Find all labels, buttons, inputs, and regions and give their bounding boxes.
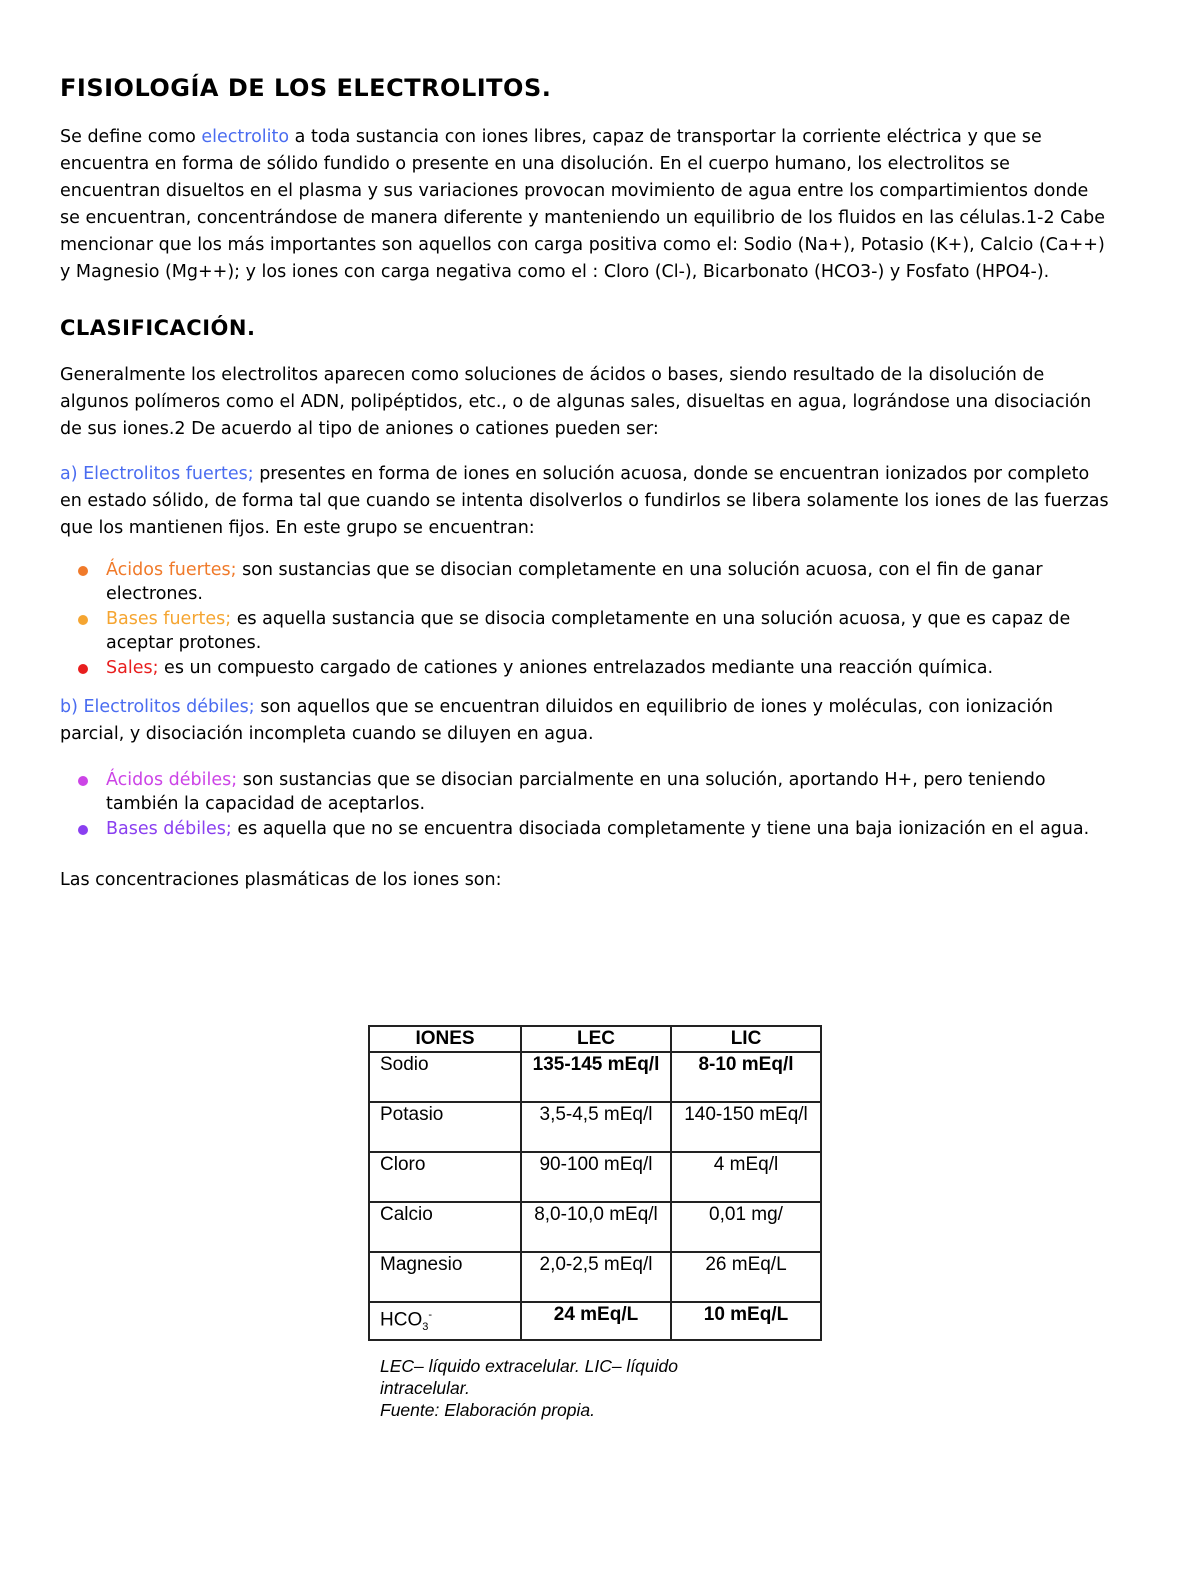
item-text: son sustancias que se disocian completamente en una solución acuosa, con el fin de ganar electrones. <box>106 560 1043 604</box>
caption-line-1: LEC– líquido extracelular. LIC– líquido intracelular. <box>380 1356 678 1398</box>
list-item <box>60 817 1112 841</box>
strong-electrolytes-paragraph <box>60 461 1112 542</box>
bullet-icon <box>78 664 88 674</box>
ion-concentration-table-wrap <box>368 1025 822 1341</box>
page-title: FISIOLOGÍA DE LOS ELECTROLITOS. <box>60 74 552 102</box>
caption-line-2: Fuente: Elaboración propia. <box>380 1400 595 1420</box>
intro-after: a toda sustancia con iones libres, capaz de transportar la corriente eléctrica y que se encuentra en forma de sólido fundido o presente en una disolución. En el cuerpo humano, los electrolitos se encuentran disueltos en el plasma y sus variaciones provocan movimiento de agua entre los compartimientos donde se encuentran, concentrándose de manera diferente y manteniendo un equilibrio de los fluidos en las células.1-2 Cabe mencionar que los más importantes son aquellos con carga positiva como el: Sodio (Na+), Potasio (K+), Calcio (Ca++) y Magnesio (Mg++); y los iones con carga negativa como el : Cloro (Cl-), Bicarbonato (HCO3-) y Fosfato (HPO4-). <box>60 127 1105 282</box>
strong-text: presentes en forma de iones en solución acuosa, donde se encuentran ionizados por completo en estado sólido, de forma tal que cuando se intenta disolverlos o fundirlos se libera solamente los iones de las fuerzas que los mantienen fijos. En este grupo se encuentran: <box>60 464 1109 538</box>
item-label: Bases fuertes; <box>106 609 232 629</box>
table-caption <box>380 1355 740 1421</box>
table-row <box>369 1052 821 1102</box>
table-row <box>369 1302 821 1340</box>
table-intro: Las concentraciones plasmáticas de los iones son: <box>60 870 502 890</box>
list-item <box>60 768 1112 816</box>
lec-cell: 2,0-2,5 mEq/l <box>521 1252 671 1302</box>
item-label: Bases débiles; <box>106 819 232 839</box>
intro-before: Se define como <box>60 127 202 147</box>
header-lec: LEC <box>521 1026 671 1052</box>
ion-concentration-table <box>368 1025 822 1341</box>
item-label: Ácidos débiles; <box>106 770 238 790</box>
intro-paragraph <box>60 124 1112 286</box>
lec-cell: 24 mEq/L <box>521 1302 671 1340</box>
lec-cell: 8,0-10,0 mEq/l <box>521 1202 671 1252</box>
strong-label: a) Electrolitos fuertes; <box>60 464 254 484</box>
bullet-icon <box>78 825 88 835</box>
ion-cell: Sodio <box>369 1052 521 1102</box>
strong-list <box>60 558 1112 680</box>
table-row <box>369 1252 821 1302</box>
list-item <box>60 607 1112 655</box>
classification-paragraph: Generalmente los electrolitos aparecen como soluciones de ácidos o bases, siendo resultado de la disolución de algunos polímeros como el ADN, polipéptidos, etc., o de algunas sales, disueltas en agua, lográndose una disociación de sus iones.2 De acuerdo al tipo de aniones o cationes pueden ser: <box>60 365 1092 439</box>
ion-cell <box>369 1302 521 1340</box>
item-text: son sustancias que se disocian parcialmente en una solución, aportando H+, pero teniendo también la capacidad de aceptarlos. <box>106 770 1046 814</box>
lec-cell: 135-145 mEq/l <box>521 1052 671 1102</box>
lic-cell: 8-10 mEq/l <box>671 1052 821 1102</box>
item-text: es aquella que no se encuentra disociada completamente y tiene una baja ionización en el agua. <box>231 819 1090 839</box>
list-item <box>60 558 1112 606</box>
lic-cell: 4 mEq/l <box>671 1152 821 1202</box>
header-lic: LIC <box>671 1026 821 1052</box>
lec-cell: 3,5-4,5 mEq/l <box>521 1102 671 1152</box>
ion-cell: Magnesio <box>369 1252 521 1302</box>
section-title: CLASIFICACIÓN. <box>60 316 256 340</box>
header-iones: IONES <box>369 1026 521 1052</box>
table-row <box>369 1102 821 1152</box>
weak-text: son aquellos que se encuentran diluidos en equilibrio de iones y moléculas, con ionización parcial, y disociación incompleta cuando se diluyen en agua. <box>60 697 1054 744</box>
ion-cell: Potasio <box>369 1102 521 1152</box>
table-row <box>369 1152 821 1202</box>
ion-subscript: 3 <box>422 1321 429 1334</box>
table-header-row <box>369 1026 821 1052</box>
weak-label: b) Electrolitos débiles; <box>60 697 255 717</box>
ion-superscript: - <box>428 1309 433 1321</box>
intro-term: electrolito <box>201 127 290 147</box>
item-text: es un compuesto cargado de cationes y aniones entrelazados mediante una reacción química. <box>158 658 994 678</box>
bullet-icon <box>78 776 88 786</box>
lic-cell: 0,01 mg/ <box>671 1202 821 1252</box>
item-label: Sales; <box>106 658 159 678</box>
lec-cell: 90-100 mEq/l <box>521 1152 671 1202</box>
lic-cell: 140-150 mEq/l <box>671 1102 821 1152</box>
table-row <box>369 1202 821 1252</box>
weak-electrolytes-paragraph <box>60 694 1112 748</box>
list-item <box>60 656 1112 680</box>
item-label: Ácidos fuertes; <box>106 560 237 580</box>
bullet-icon <box>78 615 88 625</box>
weak-list <box>60 768 1112 841</box>
item-text: es aquella sustancia que se disocia completamente en una solución acuosa, y que es capaz de aceptar protones. <box>106 609 1071 653</box>
bullet-icon <box>78 566 88 576</box>
lic-cell: 10 mEq/L <box>671 1302 821 1340</box>
ion-cell: Calcio <box>369 1202 521 1252</box>
lic-cell: 26 mEq/L <box>671 1252 821 1302</box>
ion-cell: Cloro <box>369 1152 521 1202</box>
ion-formula: HCO <box>380 1309 423 1331</box>
